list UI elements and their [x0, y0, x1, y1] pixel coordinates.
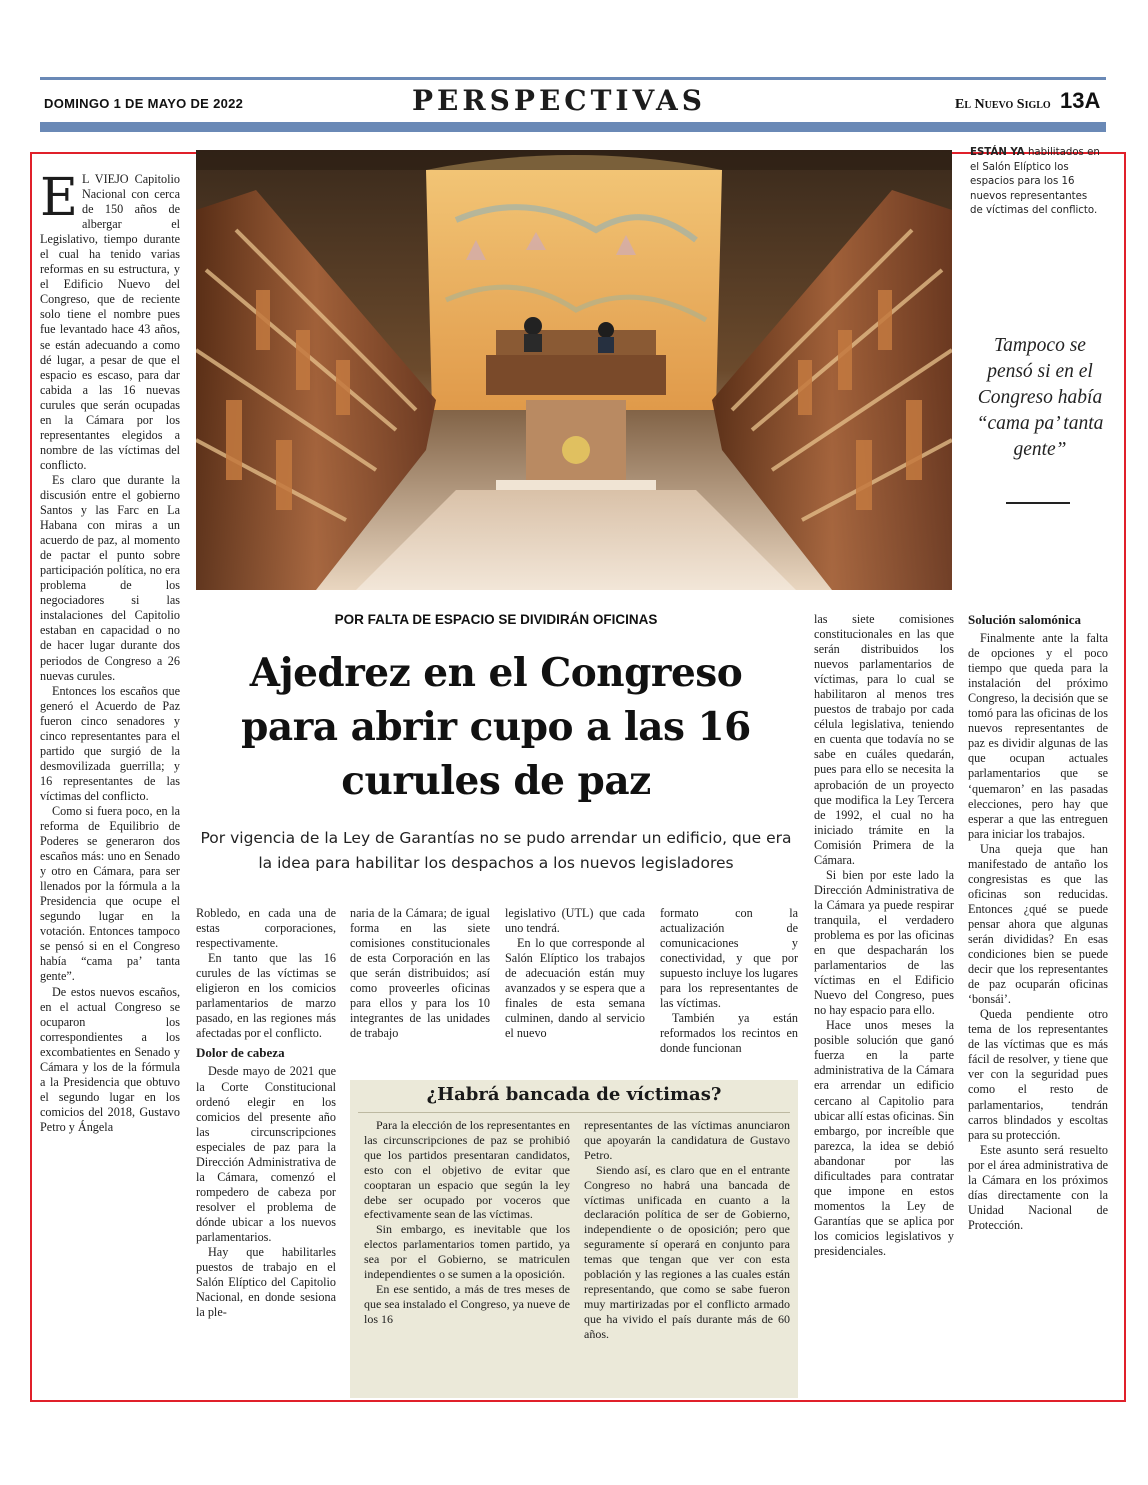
- paragraph: De estos nuevos escaños, en el actual Congreso se ocuparon los correspondientes a los excombatientes en Senado y Cámara y los de la fórmula a la Presidencia que obtuvo el segundo lugar en los comicios del 2018, Gustavo Petro y Ángela: [40, 984, 180, 1134]
- section-title: PERSPECTIVAS: [412, 84, 706, 117]
- deck: Por vigencia de la Ley de Garantías no se pudo arrendar un edificio, que era la idea para habilitar los despachos a los nuevos legisladores: [200, 829, 792, 872]
- sidebar-column-left: [364, 1118, 570, 1327]
- header-bottom-band: [40, 122, 1106, 132]
- paragraph: Si bien por este lado la Dirección Administrativa de la Cámara ya puede respirar tranquila, el verdadero problema es por las oficinas en que despacharán los parlamentarios de las víctimas en el Edificio Nuevo del Congreso, pues no hay espacio para ello.: [814, 867, 954, 1018]
- paragraph: Una queja que han manifestado de antaño los congresistas es que las oficinas son reducidas. Entonces ¿qué se puede pensar ahora que algunas serán divididas? En esas condiciones bien se puede decir que los representantes de paz ocuparán oficinas ‘bonsái’.: [968, 841, 1108, 1007]
- drop-cap: E: [40, 168, 78, 228]
- paragraph: representantes de las víctimas anunciaron que apoyarán la candidatura de Gustavo Petro.: [584, 1118, 790, 1162]
- paragraph: Robledo, en cada una de estas corporaciones, respectivamente.: [196, 906, 336, 951]
- paragraph: Para la elección de los representantes en las circunscripciones de paz se prohibió que los partidos presentaran candidatos, esto con el objetivo de evitar que cooptaran un espacio que según la ley debe ser ocupado por voceros que efectivamente sean de las víctimas.: [364, 1118, 570, 1222]
- article-column-5: [660, 906, 798, 1056]
- pull-quote: Tampoco se pensó si en el Congreso había “cama pa’ tanta gente”: [976, 335, 1104, 460]
- caption-lead: ESTÁN YA: [970, 147, 1025, 158]
- paragraph: Finalmente ante la falta de opciones y el poco tiempo que queda para la instalación del próximo Congreso, la decisión que se tomó para las oficinas de los nuevos representantes de paz es dividir algunas de las que ocupan actuales parlamentarios que se ‘quemaron’ en las pasadas elecciones, pero hay que esperar a que las entreguen para iniciar los trabajos.: [968, 631, 1108, 841]
- paragraph: formato con la actualización de comunicaciones y conectividad, y que por supuesto incluye los lugares para los representantes de las víctimas.: [660, 906, 798, 1011]
- paragraph: En ese sentido, a más de tres meses de que sea instalado el Congreso, ya nueve de los 16: [364, 1281, 570, 1326]
- paragraph: Hace unos meses la posible solución que ganó fuerza en la parte administrativa de la Cámara era arrendar un edificio cercano al Capitolio para ubicar allí estas oficinas. Sin embargo, por increíble que parezca, la idea se debió abandonar por las dificultades para contratar que impone en estos momentos la Ley de Garantías que se aplica por los comicios legislativos y presidenciales.: [814, 1018, 954, 1258]
- paragraph: Queda pendiente otro tema de los representantes de las víctimas que es más fácil de resolver, y tiene que ver con la seguridad pues como el resto de parlamentarios, tendrán carros blindados y escoltas para su protección.: [968, 1007, 1108, 1142]
- paragraph: las siete comisiones constitucionales en las que serán distribuidos los nuevos parlamentarios de víctimas, para lo cual se habilitaron al menos tres puestos de trabajo por cada célula legislativa, teniendo en cuenta que todavía no se sabe en cuáles quedarán, pues para ello se necesita la aprobación de un proyecto que modifica la Ley Tercera de 1992, el cual no ha iniciado trámite en la Comisión Primera de la Cámara.: [814, 612, 954, 867]
- congress-chamber-photo: [196, 150, 952, 590]
- article-column-7: [968, 612, 1108, 1233]
- paragraph: Sin embargo, es inevitable que los electos parlamentarios tomen partido, ya sea por el Gobierno, se matriculen independientes o se sumen a la oposición.: [364, 1222, 570, 1282]
- sidebar-title-rule: [358, 1112, 790, 1113]
- sidebar-title: ¿Habrá bancada de víctimas?: [426, 1084, 722, 1105]
- paragraph: En lo que corresponde al Salón Elíptico los trabajos de adecuación están muy avanzados y se espera que a finales de esta semana culminen, dando al servicio el nuevo: [505, 936, 645, 1041]
- opening-paragraph: [40, 168, 180, 473]
- article-column-6: [814, 612, 954, 1259]
- paragraph: En tanto que las 16 curules de las víctimas se eligieron en los comicios parlamentarios de marzo pasado, en las regiones más afectadas por el conflicto.: [196, 951, 336, 1041]
- paragraph: Es claro que durante la discusión entre el gobierno Santos y las Farc en La Habana con miras a un acuerdo de paz, al momento de pactar el punto sobre participación política, no era problema de los negociadores si las instalaciones del Capitolio estaban en capacidad o no de hacer lugar durante dos periodos de Congreso a 26 nuevas curules.: [40, 472, 180, 683]
- pull-quote-rule: [1006, 502, 1070, 504]
- paragraph: Este asunto será resuelto por el área administrativa de la Cámara en los próximos días directamente con la Unidad Nacional de Protección.: [968, 1142, 1108, 1232]
- header-top-rule: [40, 77, 1106, 80]
- headline: Ajedrez en el Congreso para abrir cupo a las 16 curules de paz: [241, 650, 751, 804]
- page-number: 13A: [1060, 88, 1101, 113]
- newspaper-name: El Nuevo Siglo: [955, 97, 1051, 112]
- paragraph: naria de la Cámara; de igual forma en las siete comisiones constitucionales de esta Corporación en las que serán distribuidos; así como proveerles oficinas para ellos y para los 10 integrantes de las unidades de trabajo: [350, 906, 490, 1041]
- paragraph: Entonces los escaños que generó el Acuerdo de Paz fueron cinco senadores y cinco representantes para el partido que surgió de la desmovilizada guerrilla; y 16 representantes de las víctimas del conflicto.: [40, 683, 180, 803]
- article-column-2: [196, 906, 336, 1320]
- article-column-1: [40, 168, 180, 1135]
- subheading: Solución salomónica: [968, 612, 1082, 627]
- paragraph: Como si fuera poco, en la reforma de Equilibrio de Poderes se generaron dos escaños más: uno en Senado y otro en Cámara, para ser llenados por la fórmula a la Presidencia que ocupe el segundo lugar en la votación. Entonces tampoco se pensó si en el Congreso había “cama pa’ tanta gente”.: [40, 803, 180, 984]
- paragraph: Hay que habilitarles puestos de trabajo en el Salón Elíptico del Capitolio Nacional, en donde sesiona la ple-: [196, 1245, 336, 1320]
- paragraph: También ya están reformados los recintos en donde funcionan: [660, 1011, 798, 1056]
- paragraph: Desde mayo de 2021 que la Corte Constitucional ordenó elegir en los comicios del presente año las circunscripciones especiales de paz para la Dirección Administrativa de la Cámara, comenzó el rompedero de cabeza por resolver el problema de dónde ubicar a los nuevos parlamentarios.: [196, 1064, 336, 1244]
- article-column-3: [350, 906, 490, 1041]
- subheading: Dolor de cabeza: [196, 1045, 285, 1061]
- paragraph: Siendo así, es claro que en el entrante Congreso no habrá una bancada de víctimas unificada en cuanto a la declaración política de ser de Gobierno, independiente o de oposición; pero que seguramente sí operará en conjunto para temas que tengan que ver con esta población y las regiones a las cuales están representando, que como se sabe fueron muy martirizadas por el conflicto armado que ha vivido el país durante más de 60 años.: [584, 1162, 790, 1341]
- article-column-4: [505, 906, 645, 1041]
- caption-text: habilitados en el Salón Elíptico los espacios para los 16 nuevos representantes de víctimas del conflicto.: [970, 147, 1100, 216]
- opening-text: L VIEJO Capitolio Nacional con cerca de 150 años de albergar el Legislativo, tiempo durante el cual ha tenido varias reformas en su estructura, y el Edificio Nuevo del Congreso, que de reciente solo tiene el nombre pues fue levantado hace 43 años, se están adecuando a como dé lugar, a pesar de que el espacio es escaso, para dar cabida a las 16 nuevas curules que serán ocupadas en la Cámara por los representantes elegidos a nombre de las víctimas del conflicto.: [40, 172, 180, 472]
- photo-caption: [970, 146, 1100, 219]
- issue-date: DOMINGO 1 DE MAYO DE 2022: [44, 96, 244, 111]
- kicker: POR FALTA DE ESPACIO SE DIVIDIRÁN OFICINAS: [334, 612, 658, 627]
- sidebar-column-right: [584, 1118, 790, 1342]
- paragraph: legislativo (UTL) que cada uno tendrá.: [505, 906, 645, 936]
